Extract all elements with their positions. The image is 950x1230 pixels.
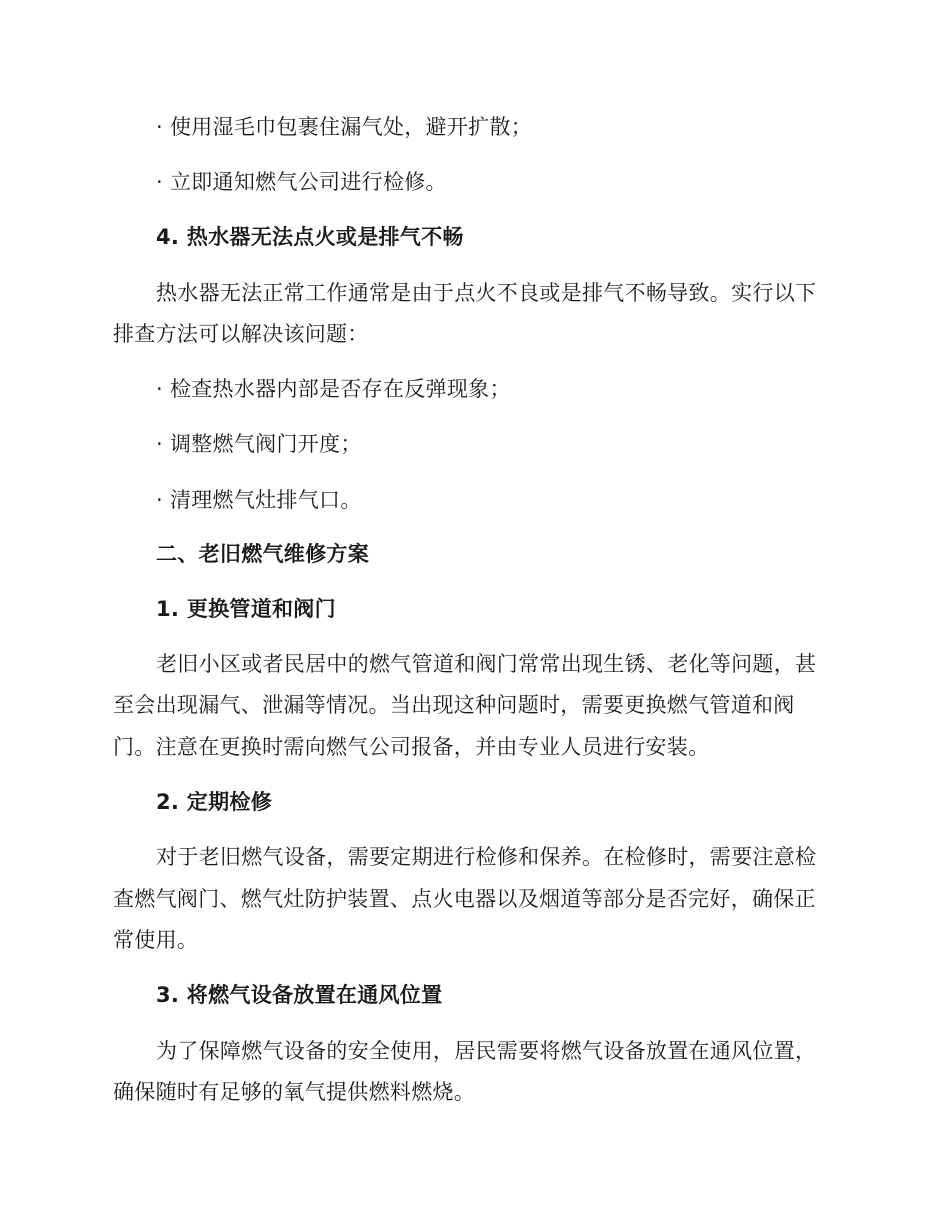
bullet-item: · 使用湿毛巾包裹住漏气处，避开扩散； [156,115,533,139]
paragraph-line: 热水器无法正常工作通常是由于点火不良或是排气不畅导致。实行以下 [156,281,817,305]
paragraph-line: 常使用。 [113,928,199,952]
paragraph-line: 至会出现漏气、泄漏等情况。当出现这种问题时，需要更换燃气管道和阀 [113,693,795,717]
subsection-heading: 4. 热水器无法点火或是排气不畅 [156,225,464,249]
section-heading: 二、老旧燃气维修方案 [156,542,369,566]
paragraph-line: 门。注意在更换时需向燃气公司报备，并由专业人员进行安装。 [113,735,710,759]
paragraph-line: 为了保障燃气设备的安全使用，居民需要将燃气设备放置在通风位置， [156,1039,817,1063]
paragraph-line: 老旧小区或者民居中的燃气管道和阀门常常出现生锈、老化等问题，甚 [156,652,817,676]
bullet-item: · 清理燃气灶排气口。 [156,488,362,512]
paragraph-line: 查燃气阀门、燃气灶防护装置、点火电器以及烟道等部分是否完好，确保正 [113,887,816,911]
paragraph-line: 确保随时有足够的氧气提供燃料燃烧。 [113,1080,476,1104]
subsection-heading: 1. 更换管道和阀门 [156,597,336,621]
paragraph-line: 对于老旧燃气设备，需要定期进行检修和保养。在检修时，需要注意检 [156,845,817,869]
paragraph-line: 排查方法可以解决该问题： [113,322,369,346]
bullet-item: · 调整燃气阀门开度； [156,432,362,456]
subsection-heading: 3. 将燃气设备放置在通风位置 [156,983,443,1007]
subsection-heading: 2. 定期检修 [156,790,272,814]
bullet-item: · 检查热水器内部是否存在反弹现象； [156,377,511,401]
bullet-item: · 立即通知燃气公司进行检修。 [156,170,447,194]
